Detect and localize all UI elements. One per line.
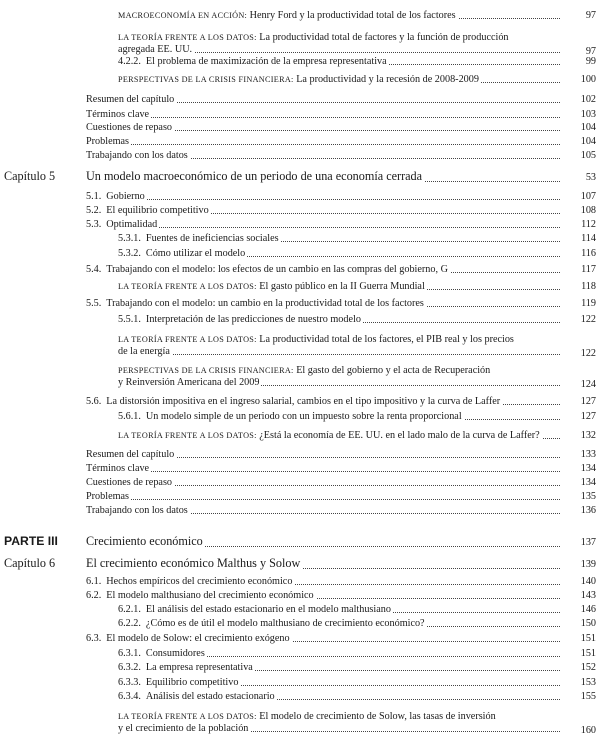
toc-entry-title xyxy=(118,430,560,442)
page-number: 100 xyxy=(580,74,596,85)
entry-text: Trabajando con el modelo: los efectos de un cambio en las compras del gobierno, G xyxy=(106,264,448,275)
page-number: 137 xyxy=(580,537,596,548)
entry-text: La empresa representativa xyxy=(145,662,253,673)
box-type-prefix: PERSPECTIVAS DE LA CRISIS FINANCIERA: xyxy=(118,75,294,84)
entry-text: La productividad total de los factores, el PIB real y los precios xyxy=(256,334,514,345)
page-number: 114 xyxy=(581,233,596,244)
dot-leader xyxy=(118,353,560,355)
entry-text: Problemas xyxy=(86,136,130,147)
entry-text: El gasto del gobierno y el acta de Recuperación xyxy=(293,365,491,376)
section-number: 4.2.2. xyxy=(118,56,141,67)
entry-text: Problemas xyxy=(86,491,130,502)
page-number: 118 xyxy=(581,281,596,292)
toc-entry-title xyxy=(86,535,560,550)
entry-text: Términos clave xyxy=(86,463,150,474)
toc-entry-title xyxy=(118,314,560,326)
page-number: 122 xyxy=(580,348,596,359)
toc-entry-title xyxy=(118,32,560,58)
entry-text-continued: y Reinversión Americana del 2009 xyxy=(118,377,260,388)
entry-text: El gasto público en la II Guerra Mundial xyxy=(256,281,425,292)
entry-text: Cómo utilizar el modelo xyxy=(145,248,246,259)
section-number: 5.3. xyxy=(86,219,102,230)
section-number: 6.2.2. xyxy=(118,618,141,629)
toc-entry-title xyxy=(86,94,560,106)
section-number: 5.6.1. xyxy=(118,411,141,422)
page-number: 132 xyxy=(580,430,596,441)
entry-text: El problema de maximización de la empresa representativa xyxy=(145,56,387,67)
entry-text: El modelo de Solow: el crecimiento exógeno xyxy=(106,633,290,644)
section-number: 5.4. xyxy=(86,264,102,275)
page-number: 99 xyxy=(585,56,596,67)
section-number: 5.2. xyxy=(86,205,102,216)
page-number: 112 xyxy=(581,219,596,230)
toc-entry-title xyxy=(118,648,560,660)
toc-entry-title xyxy=(86,463,560,475)
toc-entry-title xyxy=(86,298,560,310)
box-type-prefix: PERSPECTIVAS DE LA CRISIS FINANCIERA: xyxy=(118,366,294,375)
entry-text-continued: de la energía xyxy=(118,346,170,357)
entry-text: Trabajando con el modelo: un cambio en la productividad total de los factores xyxy=(106,298,424,309)
entry-text: Trabajando con los datos xyxy=(86,505,188,516)
section-number: 6.3.1. xyxy=(118,648,141,659)
page-number: 133 xyxy=(580,449,596,460)
entry-text: Crecimiento económico xyxy=(86,535,203,548)
entry-text: Consumidores xyxy=(145,648,205,659)
page-number: 152 xyxy=(580,662,596,673)
page-number: 160 xyxy=(580,725,596,736)
entry-text: Interpretación de las predicciones de nuestro modelo xyxy=(145,314,361,325)
page-number: 151 xyxy=(580,648,596,659)
toc-entry-title xyxy=(118,604,560,616)
toc-entry-title xyxy=(86,576,560,588)
page-number: 127 xyxy=(580,411,596,422)
page-number: 103 xyxy=(580,109,596,120)
entry-text: Hechos empíricos del crecimiento económico xyxy=(106,576,293,587)
toc-entry-title xyxy=(118,248,560,260)
toc-entry-title xyxy=(118,618,560,630)
page-number: 135 xyxy=(580,491,596,502)
page-number: 104 xyxy=(580,122,596,133)
entry-text-continued: y el crecimiento de la población xyxy=(118,723,249,734)
entry-text: La distorsión impositiva en el ingreso salarial, cambios en el tipo impositivo y la curva de Laffer xyxy=(106,396,501,407)
toc-entry-title xyxy=(86,191,560,203)
entry-text: Un modelo macroeconómico de un periodo de una economía cerrada xyxy=(86,170,423,183)
page-number: 143 xyxy=(580,590,596,601)
page-number: 53 xyxy=(585,172,596,183)
entry-text: Gobierno xyxy=(106,191,145,202)
page-number: 136 xyxy=(580,505,596,516)
toc-entry-title xyxy=(118,233,560,245)
section-number: 5.5. xyxy=(86,298,102,309)
page-number: 140 xyxy=(580,576,596,587)
page-number: 97 xyxy=(585,46,596,57)
entry-text: Cuestiones de repaso xyxy=(86,477,173,488)
entry-text-continued: agregada EE. UU. xyxy=(118,44,193,55)
section-number: 5.3.1. xyxy=(118,233,141,244)
entry-text: El modelo malthusiano del crecimiento económico xyxy=(106,590,314,601)
dot-leader xyxy=(86,470,560,472)
page-number: 153 xyxy=(580,677,596,688)
entry-text: Trabajando con los datos xyxy=(86,150,188,161)
box-type-prefix: LA TEORÍA FRENTE A LOS DATOS: xyxy=(118,335,257,344)
section-number: 6.2.1. xyxy=(118,604,141,615)
dot-leader xyxy=(86,498,560,500)
section-number: 5.5.1. xyxy=(118,314,141,325)
section-number: 6.3. xyxy=(86,633,102,644)
toc-entry-title xyxy=(118,56,560,68)
section-number: 6.3.4. xyxy=(118,691,141,702)
entry-text: Optimalidad xyxy=(106,219,158,230)
entry-text: El crecimiento económico Malthus y Solow xyxy=(86,557,301,570)
toc-entry-title xyxy=(118,677,560,689)
entry-text: ¿Está la economía de EE. UU. en el lado malo de la curva de Laffer? xyxy=(256,430,540,441)
toc-entry-title xyxy=(86,396,560,408)
toc-entry-title xyxy=(86,590,560,602)
box-type-prefix: LA TEORÍA FRENTE A LOS DATOS: xyxy=(118,712,257,721)
box-type-prefix: LA TEORÍA FRENTE A LOS DATOS: xyxy=(118,33,257,42)
toc-entry-title xyxy=(86,491,560,503)
page-number: 134 xyxy=(580,463,596,474)
entry-text: Equilibrio competitivo xyxy=(145,677,239,688)
entry-text: El equilibrio competitivo xyxy=(106,205,209,216)
toc-entry-title xyxy=(86,557,560,572)
box-type-prefix: MACROECONOMÍA EN ACCIÓN: xyxy=(118,11,248,20)
toc-entry-title xyxy=(86,219,560,231)
entry-text: Henry Ford y la productividad total de los factores xyxy=(247,10,456,21)
toc-entry-title xyxy=(86,477,560,489)
toc-entry-title xyxy=(118,411,560,423)
toc-entry-title xyxy=(86,170,560,185)
section-number: 6.3.2. xyxy=(118,662,141,673)
entry-text: El modelo de crecimiento de Solow, las tasas de inversión xyxy=(256,711,496,722)
page-number: 97 xyxy=(585,10,596,21)
page-number: 107 xyxy=(580,191,596,202)
page-number: 119 xyxy=(581,298,596,309)
section-number: 5.1. xyxy=(86,191,102,202)
page-number: 127 xyxy=(580,396,596,407)
page-number: 134 xyxy=(580,477,596,488)
toc-entry-title xyxy=(86,109,560,121)
entry-text: Análisis del estado estacionario xyxy=(145,691,275,702)
toc-entry-title xyxy=(86,633,560,645)
page-number: 122 xyxy=(580,314,596,325)
entry-text: Resumen del capítulo xyxy=(86,94,175,105)
entry-text: Resumen del capítulo xyxy=(86,449,175,460)
dot-leader xyxy=(86,116,560,118)
page-number: 105 xyxy=(580,150,596,161)
chapter-label: Capítulo 6 xyxy=(4,556,56,570)
entry-text: Fuentes de ineficiencias sociales xyxy=(145,233,279,244)
entry-text: La productividad y la recesión de 2008-2009 xyxy=(293,74,479,85)
toc-entry-title xyxy=(118,662,560,674)
entry-text: ¿Cómo es de útil el modelo malthusiano de crecimiento económico? xyxy=(145,618,425,629)
toc-entry-title xyxy=(118,10,560,22)
page-number: 151 xyxy=(580,633,596,644)
toc-entry-title xyxy=(118,691,560,703)
toc-entry-title xyxy=(118,365,560,391)
dot-leader xyxy=(86,198,560,200)
entry-text: Cuestiones de repaso xyxy=(86,122,173,133)
box-type-prefix: LA TEORÍA FRENTE A LOS DATOS: xyxy=(118,282,257,291)
page-number: 150 xyxy=(580,618,596,629)
page-number: 102 xyxy=(580,94,596,105)
dot-leader xyxy=(86,143,560,145)
entry-text: La productividad total de factores y la función de producción xyxy=(256,32,509,43)
page-number: 139 xyxy=(580,559,596,570)
section-number: 6.1. xyxy=(86,576,102,587)
toc-entry-title xyxy=(118,74,560,86)
toc-entry-title xyxy=(118,711,560,737)
section-number: 5.3.2. xyxy=(118,248,141,259)
toc-entry-title xyxy=(86,449,560,461)
entry-text: Un modelo simple de un periodo con un impuesto sobre la renta proporcional xyxy=(145,411,462,422)
toc-entry-title xyxy=(86,205,560,217)
toc-entry-title xyxy=(86,150,560,162)
box-type-prefix: LA TEORÍA FRENTE A LOS DATOS: xyxy=(118,431,257,440)
page-number: 108 xyxy=(580,205,596,216)
section-number: 5.6. xyxy=(86,396,102,407)
chapter-label: Capítulo 5 xyxy=(4,169,56,183)
part-label: PARTE III xyxy=(4,534,58,548)
toc-entry-title xyxy=(86,505,560,517)
page-number: 146 xyxy=(580,604,596,615)
entry-text: Términos clave xyxy=(86,109,150,120)
toc-entry-title xyxy=(118,281,560,293)
section-number: 6.2. xyxy=(86,590,102,601)
page-number: 117 xyxy=(581,264,596,275)
toc-entry-title xyxy=(86,122,560,134)
toc-entry-title xyxy=(86,264,560,276)
section-number: 6.3.3. xyxy=(118,677,141,688)
page-number: 124 xyxy=(580,379,596,390)
entry-text: El análisis del estado estacionario en el modelo malthusiano xyxy=(145,604,391,615)
page-number: 155 xyxy=(580,691,596,702)
toc-entry-title xyxy=(86,136,560,148)
page-number: 104 xyxy=(580,136,596,147)
page-number: 116 xyxy=(581,248,596,259)
toc-entry-title xyxy=(118,334,560,360)
